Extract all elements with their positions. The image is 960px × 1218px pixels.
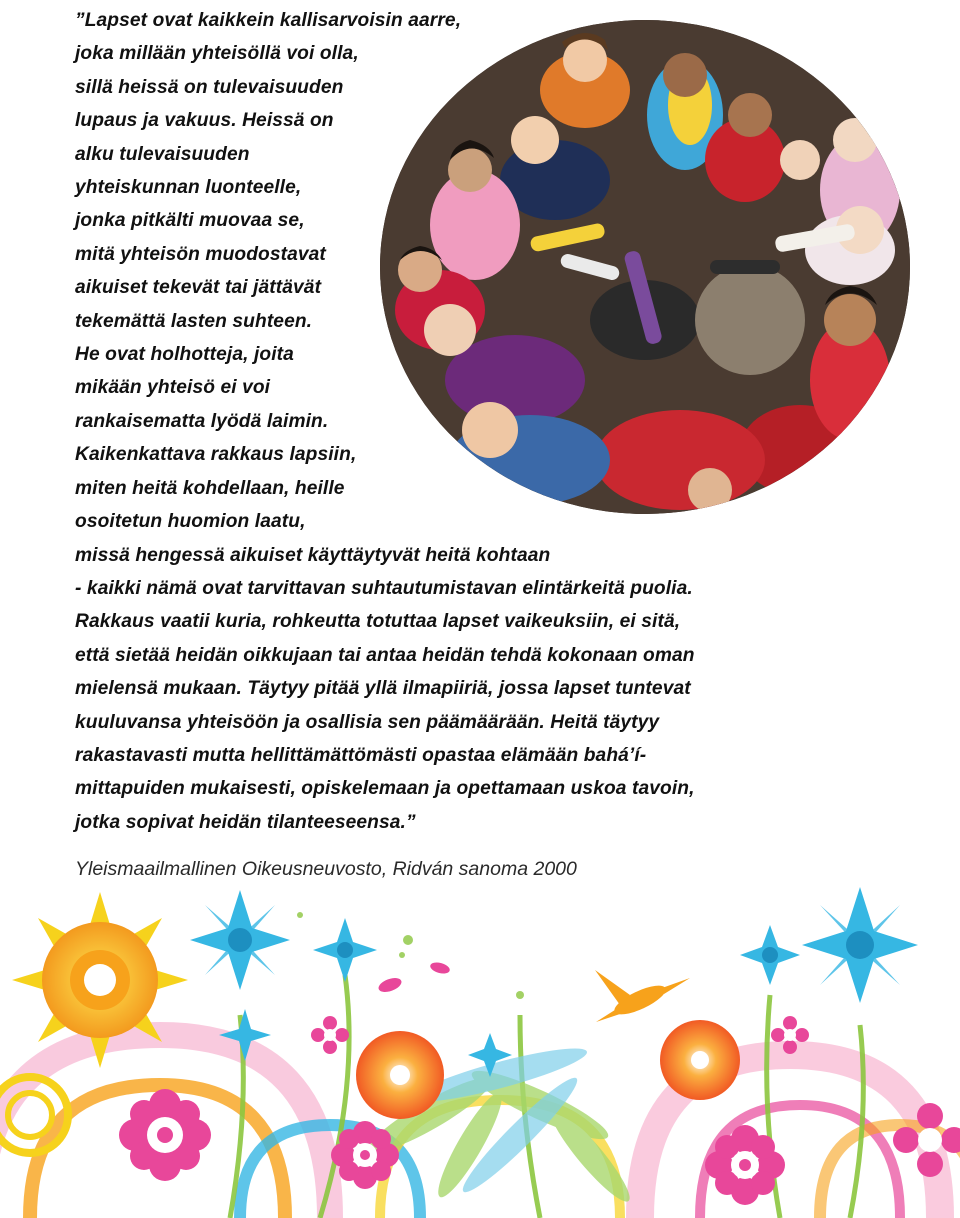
quote-line: mikään yhteisö ei voi <box>75 377 271 399</box>
quote-line: miten heitä kohdellaan, heille <box>75 477 345 499</box>
quote-line: mielensä mukaan. Täytyy pitää yllä ilmapiiriä, jossa lapset tuntevat <box>75 678 691 700</box>
quote-line: osoitetun huomion laatu, <box>75 511 306 533</box>
quote-line: jonka pitkälti muovaa se, <box>75 210 305 232</box>
quote-line: tekemättä lasten suhteen. <box>75 310 313 332</box>
quote-line: Kaikenkattava rakkaus lapsiin, <box>75 444 357 466</box>
floral-illustration <box>0 885 960 1218</box>
quote-line: rakastavasti mutta hellittämättömästi opastaa elämään bahá’í- <box>75 744 647 766</box>
quote-line: jotka sopivat heidän tilanteeseensa.” <box>75 811 416 833</box>
quote-line: mitä yhteisön muodostavat <box>75 243 326 265</box>
quote-line: mittapuiden mukaisesti, opiskelemaan ja opettamaan uskoa tavoin, <box>75 778 695 800</box>
quote-line: kuuluvansa yhteisöön ja osallisia sen päämäärään. Heitä täytyy <box>75 711 660 733</box>
quote-line: joka millään yhteisöllä voi olla, <box>75 43 359 65</box>
quote-line: alku tulevaisuuden <box>75 143 250 165</box>
quote-text <box>75 4 695 839</box>
quote-line: ”Lapset ovat kaikkein kallisarvoisin aarre, <box>75 10 462 31</box>
quote-line: lupaus ja vakuus. Heissä on <box>75 110 334 132</box>
quote-line: rankaisematta lyödä laimin. <box>75 410 329 432</box>
floral-decoration <box>0 885 960 1218</box>
quote-line: missä hengessä aikuiset käyttäytyvät heitä kohtaan <box>75 544 551 566</box>
quote-line: - kaikki nämä ovat tarvittavan suhtautumistavan elintärkeitä puolia. <box>75 577 693 599</box>
quote-line: sillä heissä on tulevaisuuden <box>75 76 344 98</box>
quote-source: Yleismaailmallinen Oikeusneuvosto, Ridván sanoma 2000 <box>75 858 577 880</box>
quote-line: aikuiset tekevät tai jättävät <box>75 277 322 299</box>
quote-line: että sietää heidän oikkujaan tai antaa heidän tehdä kokonaan oman <box>75 644 695 666</box>
quote-line: He ovat holhotteja, joita <box>75 344 294 366</box>
quote-line: yhteiskunnan luonteelle, <box>75 177 302 199</box>
quote-line: Rakkaus vaatii kuria, rohkeutta totuttaa lapset vaikeuksiin, ei sitä, <box>75 611 681 633</box>
